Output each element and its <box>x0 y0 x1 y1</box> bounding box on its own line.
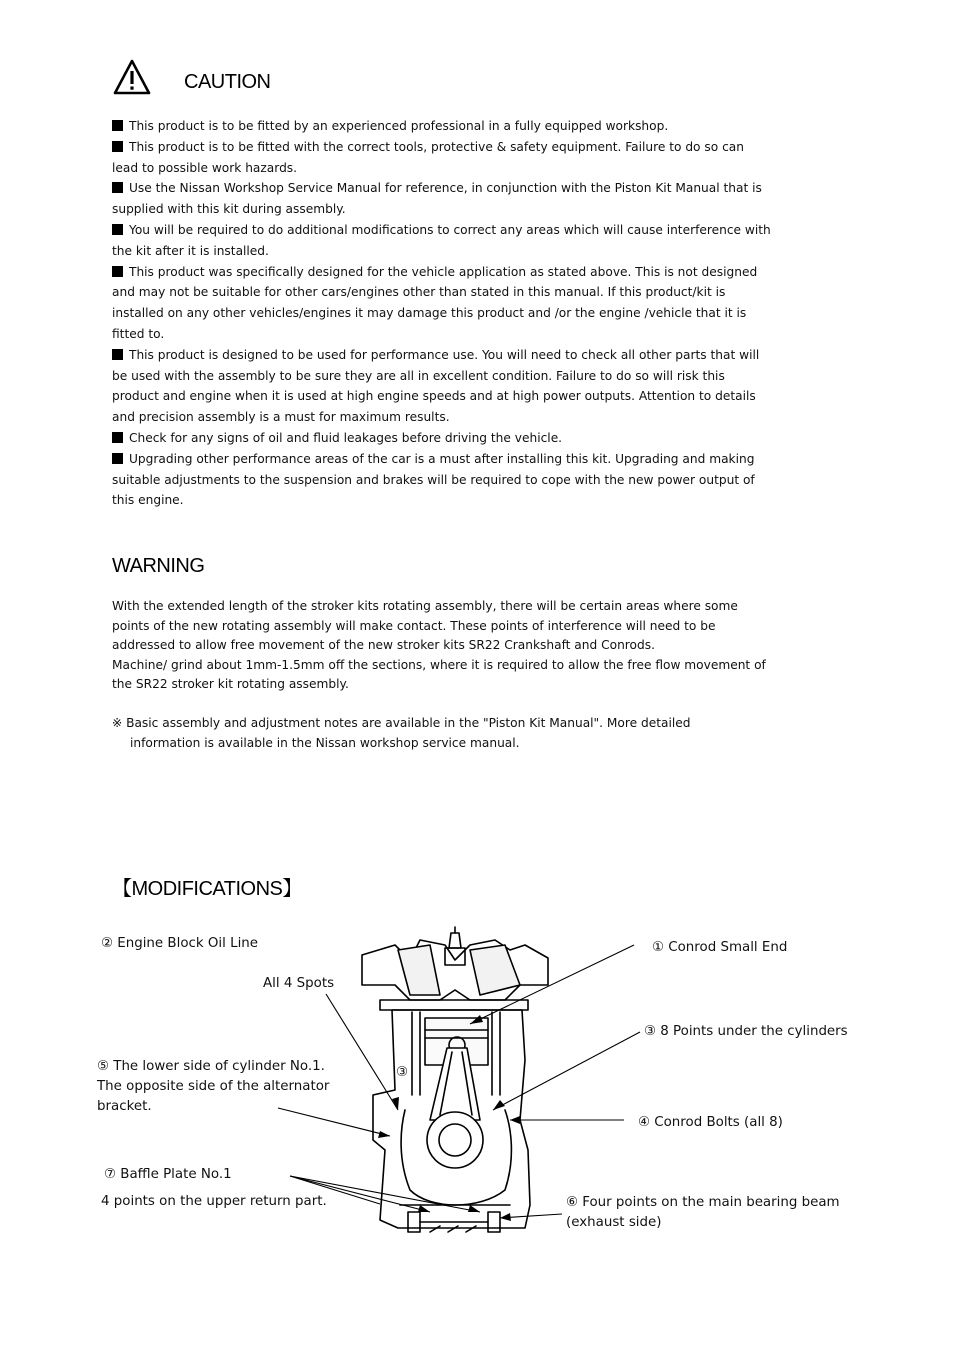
caution-item: This product was specifically designed for the vehicle application as stated above. This is not designed and may not be suitable for other cars/engines other than stated in this manual. If this product/kit is installed on any other vehicles/engines it may damage this product and /or the engine /vehicle that it is fitted to. <box>112 264 758 341</box>
label-main-bearing-beam: ⑥ Four points on the main bearing beam <box>566 1195 840 1210</box>
label-all-4-spots: All 4 Spots <box>263 976 335 991</box>
modifications-title: 【MODIFICATIONS】 <box>112 878 302 900</box>
note-line: ※ Basic assembly and adjustment notes are available in the "Piston Kit Manual". More detailed <box>112 716 691 730</box>
note-line: information is available in the Nissan workshop service manual. <box>130 735 520 750</box>
caution-item: Check for any signs of oil and fluid leakages before driving the vehicle. <box>112 428 772 449</box>
label-conrod-bolts: ④ Conrod Bolts (all 8) <box>638 1115 783 1130</box>
caution-item: You will be required to do additional modifications to correct any areas which will cause interference with the kit after it is installed. <box>112 222 771 258</box>
caution-item: Upgrading other performance areas of the car is a must after installing this kit. Upgrading and making suitable adjustments to the suspension and brakes will be required to cope with the new power output of this engine. <box>112 451 755 508</box>
label-baffle-plate: 4 points on the upper return part. <box>101 1194 327 1209</box>
label-points-under-cylinders: ③ 8 Points under the cylinders <box>644 1024 848 1039</box>
warning-paragraph: With the extended length of the stroker kits rotating assembly, there will be certain areas where some points of the new rotating assembly will make contact. These points of interference will need to be addressed to allow free movement of the new stroker kits SR22 Crankshaft and Conrods. <box>112 599 738 653</box>
caution-item: Use the Nissan Workshop Service Manual for reference, in conjunction with the Piston Kit Manual that is supplied with this kit during assembly. <box>112 181 762 217</box>
caution-title: CAUTION <box>184 71 271 93</box>
label-main-bearing-beam: (exhaust side) <box>566 1215 662 1230</box>
caution-item: This product is designed to be used for performance use. You will need to check all other parts that will be used with the assembly to be sure they are all in excellent condition. Failure to do so will risk this product and engine when it is used at high engine speeds and at high power outputs. Attention to details and precision assembly is a must for maximum results. <box>112 347 760 425</box>
label-conrod-small-end: ① Conrod Small End <box>652 940 788 955</box>
caution-item: This product is to be fitted by an experienced professional in a fully equipped workshop. <box>112 116 772 137</box>
diagram-marker-3: ③ <box>396 1065 409 1080</box>
label-lower-side-cylinder: The opposite side of the alternator <box>97 1079 330 1094</box>
label-baffle-plate: ⑦ Baffle Plate No.1 <box>104 1167 232 1182</box>
caution-item: This product is to be fitted with the correct tools, protective & safety equipment. Failure to do so can lead to possible work hazards. <box>112 139 744 175</box>
label-lower-side-cylinder: ⑤ The lower side of cylinder No.1. <box>97 1059 325 1074</box>
warning-title: WARNING <box>112 555 205 577</box>
warning-paragraph: Machine/ grind about 1mm-1.5mm off the sections, where it is required to allow the free flow movement of the SR22 stroker kit rotating assembly. <box>112 657 766 692</box>
label-engine-block-oil-line: ② Engine Block Oil Line <box>101 936 259 951</box>
label-lower-side-cylinder: bracket. <box>97 1099 152 1114</box>
